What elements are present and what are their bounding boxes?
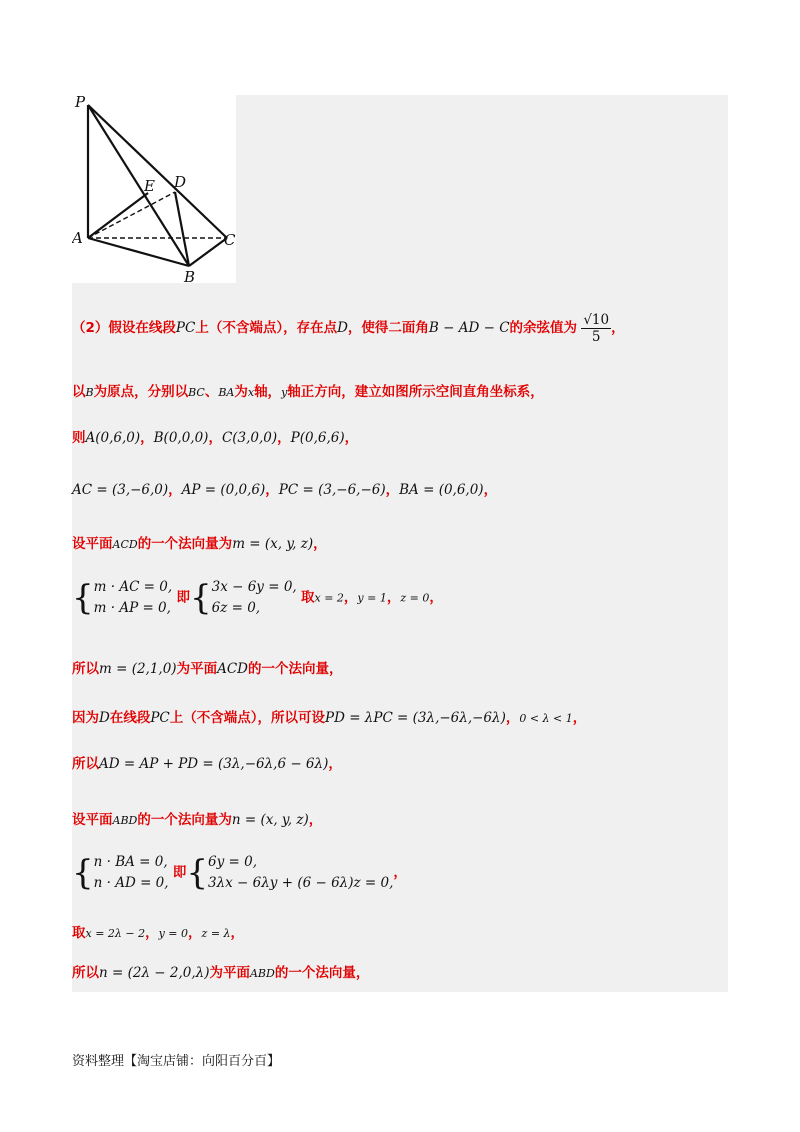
- math-segment: 0 < λ < 1: [519, 712, 573, 725]
- text-segment: ，: [308, 812, 323, 828]
- text-segment: ，: [328, 756, 342, 772]
- text-segment: ，: [483, 482, 498, 498]
- math-segment: n = (x, y, z): [231, 812, 309, 828]
- text-segment: 轴，: [254, 384, 282, 400]
- label-A: A: [72, 229, 83, 247]
- text-segment: 轴正方向，建立如图所示空间直角坐标系，: [287, 384, 544, 400]
- equation-system: [94, 577, 173, 619]
- math-segment: C(3,0,0): [221, 430, 278, 446]
- text-segment: 上（不含端点），所以可设: [169, 710, 325, 726]
- math-segment: AD = AP + PD = (3λ,−6λ,6 − 6λ): [99, 756, 329, 772]
- text-line-1: [72, 312, 625, 345]
- math-segment: B(0,0,0): [153, 430, 209, 446]
- text-segment: 以: [72, 384, 86, 400]
- text-segment: 则: [72, 430, 86, 446]
- equation: 6z = 0,: [211, 600, 261, 616]
- math-segment: x = 2λ − 2: [85, 927, 146, 940]
- text-segment: ，: [611, 320, 625, 336]
- text-segment: ，: [145, 925, 159, 941]
- text-segment: 的一个法向量，: [248, 661, 343, 677]
- math-segment: PC = (3,−6,−6): [278, 482, 386, 498]
- math-segment: B − AD − C: [428, 320, 510, 336]
- equation-system: [212, 577, 297, 619]
- text-segment: ，: [393, 864, 407, 881]
- text-segment: 为: [234, 384, 248, 400]
- math-segment: x = 2: [314, 591, 344, 605]
- text-segment: 上（不含端点），存在点: [195, 320, 338, 336]
- equation-system: [208, 852, 393, 894]
- text-segment: ，: [140, 430, 154, 446]
- text-line-3: [72, 426, 358, 446]
- text-line-6: [72, 577, 443, 619]
- text-segment: 的余弦值为: [509, 320, 578, 336]
- text-segment: 因为: [72, 710, 99, 726]
- fraction-denominator: 5: [591, 329, 601, 345]
- equation: 3x − 6y = 0,: [211, 579, 297, 595]
- system-brace: {: [186, 853, 208, 893]
- label-B: B: [184, 268, 196, 283]
- math-segment: n = (2λ − 2,0,λ): [99, 965, 210, 981]
- pyramid-diagram: [72, 95, 236, 283]
- text-segment: 、: [204, 384, 219, 400]
- text-segment: ，: [230, 925, 245, 941]
- equation: n · AD = 0,: [93, 875, 169, 891]
- text-segment: ，使得二面角: [347, 320, 429, 336]
- segment-AD-hidden: [88, 192, 175, 238]
- label-D: D: [174, 173, 187, 191]
- text-segment: 即: [172, 864, 187, 881]
- math-segment: y: [281, 386, 288, 399]
- math-segment: BA: [218, 386, 235, 399]
- equation-system: [94, 852, 169, 894]
- equation: 3λx − 6λy + (6 − 6λ)z = 0,: [208, 875, 394, 891]
- text-segment: 所以: [72, 965, 99, 981]
- text-segment: ，: [188, 925, 202, 941]
- equation: m · AP = 0,: [93, 600, 171, 616]
- text-line-9: [72, 752, 342, 772]
- math-segment: ACD: [112, 538, 138, 551]
- text-segment: ，: [265, 482, 279, 498]
- text-segment: ，: [208, 430, 222, 446]
- edge-BC: [189, 238, 227, 266]
- equation: m · AC = 0,: [93, 579, 173, 595]
- math-segment: z = 0: [400, 591, 430, 605]
- math-segment: PC: [175, 320, 196, 336]
- text-segment: 设平面: [72, 536, 113, 552]
- text-segment: 为平面: [176, 661, 218, 677]
- text-line-12: [72, 921, 244, 941]
- text-segment: 的一个法向量，: [274, 965, 370, 981]
- math-segment: ABD: [249, 967, 275, 980]
- label-P: P: [75, 95, 86, 111]
- text-segment: ，: [572, 710, 587, 726]
- equation: n · BA = 0,: [93, 854, 168, 870]
- text-segment: 在线段: [109, 710, 151, 726]
- math-segment: PD = λPC = (3λ,−6λ,−6λ): [325, 710, 506, 726]
- text-segment: ，: [344, 430, 359, 446]
- math-segment: D: [337, 320, 348, 336]
- segment-AE: [88, 193, 148, 238]
- system-brace: {: [72, 853, 94, 893]
- math-segment: m = (x, y, z): [232, 536, 314, 552]
- text-segment: 取: [301, 589, 315, 606]
- text-segment: 为原点，分别以: [93, 384, 189, 400]
- text-line-13: [72, 961, 369, 981]
- text-segment: 所以: [72, 661, 99, 677]
- text-segment: （2）假设在线段: [72, 320, 176, 336]
- text-segment: ，: [313, 536, 327, 552]
- label-C: C: [224, 231, 236, 249]
- math-segment: BA = (0,6,0): [399, 482, 484, 498]
- text-line-8: [72, 706, 586, 726]
- text-segment: ，: [343, 589, 358, 606]
- text-line-4: [72, 478, 497, 498]
- math-segment: BC: [188, 386, 205, 399]
- cosine-fraction: [581, 312, 611, 345]
- text-segment: 取: [72, 925, 86, 941]
- text-line-2: [72, 380, 544, 400]
- label-E: E: [144, 177, 155, 195]
- math-segment: x: [247, 386, 255, 399]
- system-brace: {: [189, 578, 212, 618]
- text-segment: 所以: [72, 756, 99, 772]
- text-line-11: [72, 852, 407, 894]
- page-footer: 资料整理【淘宝店铺：向阳百分百】: [72, 1054, 281, 1069]
- text-segment: 即: [176, 589, 190, 606]
- equation: 6y = 0,: [208, 854, 257, 870]
- text-segment: ，: [429, 589, 443, 606]
- text-segment: ，: [168, 482, 182, 498]
- math-segment: z = λ: [201, 927, 231, 940]
- text-segment: ，: [385, 482, 400, 498]
- text-line-10: [72, 808, 322, 828]
- math-segment: y = 1: [357, 591, 387, 605]
- math-segment: D: [99, 710, 110, 726]
- text-segment: ，: [386, 589, 401, 606]
- math-segment: B: [85, 386, 94, 399]
- math-segment: A(0,6,0): [85, 430, 141, 446]
- text-segment: 的一个法向量为: [137, 812, 232, 828]
- math-segment: ABD: [112, 814, 138, 827]
- text-segment: 为平面: [209, 965, 250, 981]
- math-segment: PC: [150, 710, 170, 726]
- math-segment: AC = (3,−6,0): [72, 482, 169, 498]
- fraction-numerator: √10: [583, 312, 610, 328]
- text-segment: 设平面: [72, 812, 113, 828]
- text-segment: 的一个法向量为: [137, 536, 233, 552]
- text-segment: ，: [277, 430, 291, 446]
- math-segment: P(0,6,6): [290, 430, 345, 446]
- edge-PC: [88, 105, 227, 238]
- text-line-7: [72, 657, 343, 677]
- pyramid-figure: [72, 95, 236, 283]
- math-segment: m = (2,1,0): [99, 661, 177, 677]
- text-line-5: [72, 532, 327, 552]
- math-segment: y = 0: [158, 927, 189, 940]
- system-brace: {: [72, 578, 94, 618]
- math-segment: AP = (0,0,6): [181, 482, 266, 498]
- text-segment: ，: [505, 710, 520, 726]
- math-segment: ACD: [217, 661, 248, 677]
